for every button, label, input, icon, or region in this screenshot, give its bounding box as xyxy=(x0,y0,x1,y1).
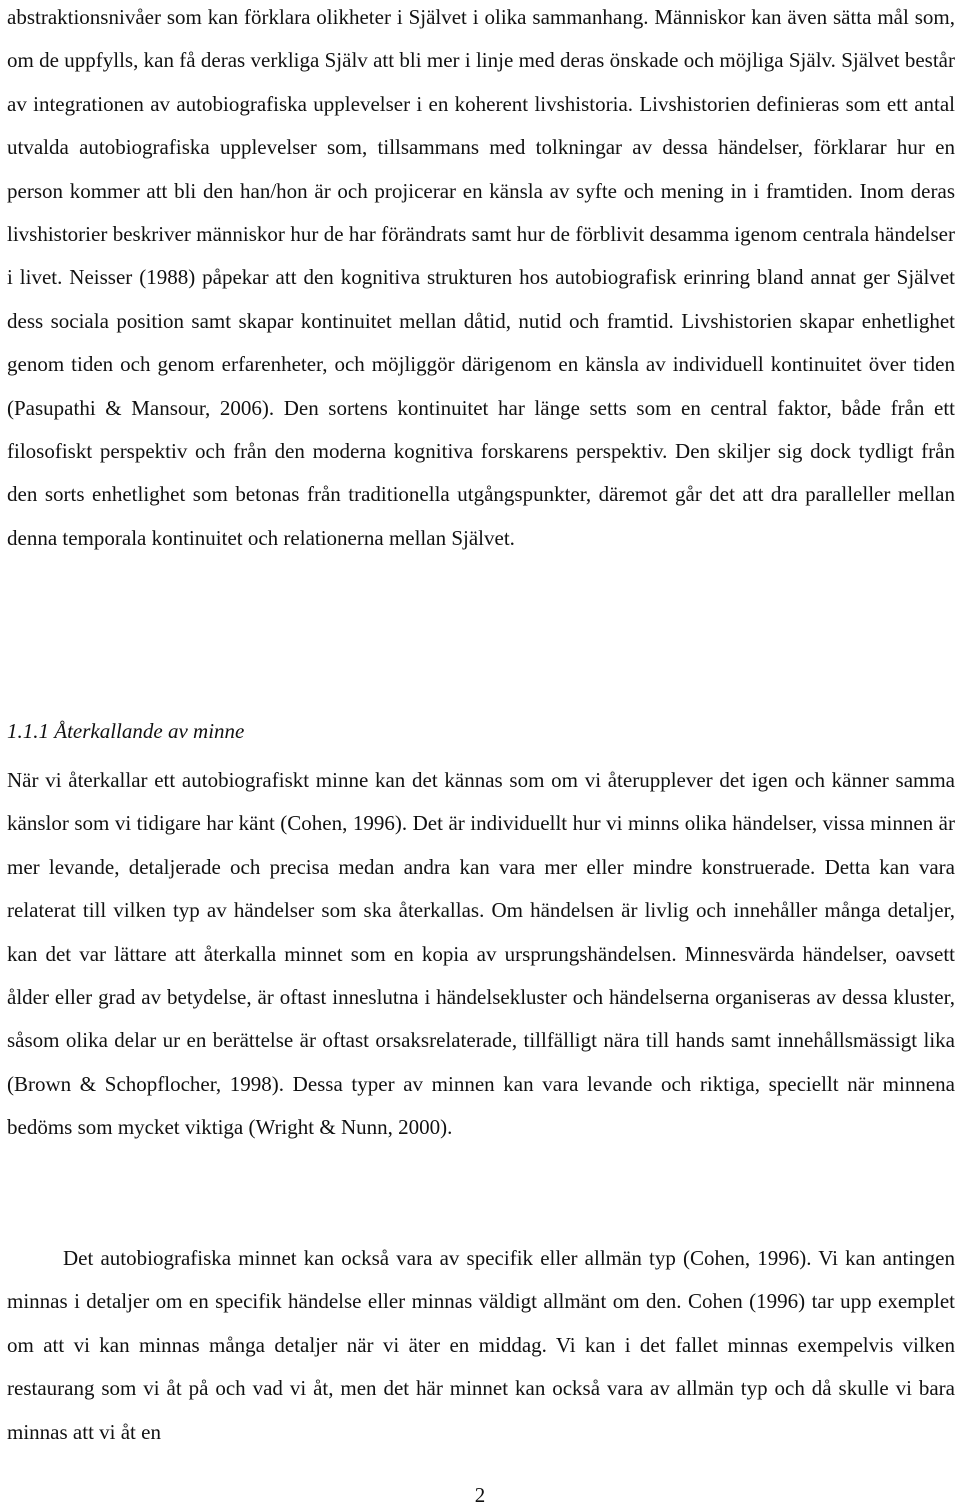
body-paragraph-1: abstraktionsnivåer som kan förklara olikheter i Självet i olika sammanhang. Människor kan även sätta mål som, om de uppfylls, kan få deras verkliga Själv att bli mer i linje med deras önskade och möjliga Själv. Självet består av integrationen av autobiografiska upplevelser i en koherent livshistoria. Livshistorien definieras som ett antal utvalda autobiografiska upplevelser som, tillsammans med tolkningar av dessa händelser, förklarar hur en person kommer att bli den han/hon är och projicerar en känsla av syfte och mening in i framtiden. Inom deras livshistorier beskriver människor hur de har förändrats samt hur de förblivit desamma igenom centrala händelser i livet. Neisser (1988) påpekar att den kognitiva strukturen hos autobiografisk erinring bland annat ger Självet dess sociala position samt skapar kontinuitet mellan dåtid, nutid och framtid. Livshistorien skapar enhetlighet genom tiden och genom erfarenheter, och möjliggör därigenom en känsla av individuell kontinuitet över tiden (Pasupathi & Mansour, 2006). Den sortens kontinuitet har länge setts som en central faktor, både från ett filosofiskt perspektiv och från den moderna kognitiva forskarens perspektiv. Den skiljer sig dock tydligt från den sorts enhetlighet som betonas från traditionella utgångspunkter, däremot går det att dra paralleller mellan denna temporala kontinuitet och relationerna mellan Självet. xyxy=(7,5,955,550)
body-paragraph-2: När vi återkallar ett autobiografiskt minne kan det kännas som om vi återupplever det igen och känner samma känslor som vi tidigare har känt (Cohen, 1996). Det är individuellt hur vi minns olika händelser, vissa minnen är mer levande, detaljerade och precisa medan andra kan vara mer eller mindre konstruerade. Detta kan vara relaterat till vilken typ av händelser som ska återkallas. Om händelsen är livlig och innehåller många detaljer, kan det var lättare att återkalla minnet som en kopia av ursprungshändelsen. Minnesvärda händelser, oavsett ålder eller grad av betydelse, är oftast inneslutna i händelsekluster och händelserna organiseras av dessa kluster, såsom olika delar ur en berättelse är oftast orsaksrelaterade, tillfälligt nära till hands samt innehållsmässigt lika (Brown & Schopflocher, 1998). Dessa typer av minnen kan vara levande och riktiga, speciellt när minnena bedöms som mycket viktiga (Wright & Nunn, 2000). xyxy=(7,768,955,1140)
section-heading: 1.1.1 Återkallande av minne xyxy=(7,719,245,743)
body-paragraph-3: Det autobiografiska minnet kan också vara av specifik eller allmän typ (Cohen, 1996). Vi kan antingen minnas i detaljer om en specifik händelse eller minnas väldigt allmänt om den. Cohen (1996) tar upp exemplet om att vi kan minnas många detaljer när vi äter en middag. Vi kan i det fallet minnas exempelvis vilken restaurang som vi åt på och vad vi åt, men det här minnet kan också vara av allmän typ och då skulle vi bara minnas att vi åt en xyxy=(7,1246,955,1444)
page-number: 2 xyxy=(474,1483,486,1507)
